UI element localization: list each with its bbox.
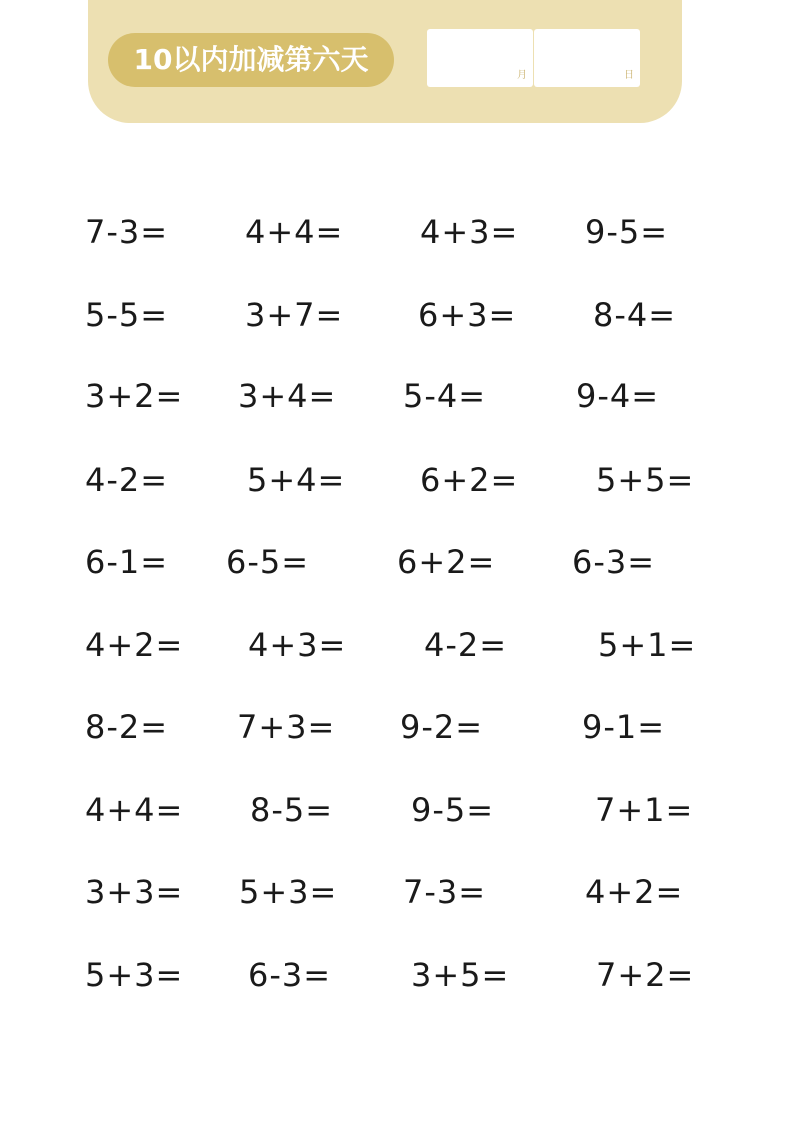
math-problem: 4+4=: [245, 213, 344, 251]
math-problem: 7+3=: [237, 708, 336, 746]
day-unit-label: 日: [624, 70, 634, 81]
math-problem: 3+5=: [411, 956, 510, 994]
math-problem: 7+1=: [595, 791, 694, 829]
math-problem: 3+3=: [85, 873, 184, 911]
math-problem: 8-2=: [85, 708, 169, 746]
math-problem: 9-1=: [582, 708, 666, 746]
math-problem: 6-3=: [572, 543, 656, 581]
math-problem: 5-5=: [85, 296, 169, 334]
math-problem: 9-4=: [576, 377, 660, 415]
math-problem: 4-2=: [85, 461, 169, 499]
math-problem: 4+2=: [85, 626, 184, 664]
worksheet-title: 10以内加减第六天: [108, 33, 394, 87]
math-problem: 4+3=: [248, 626, 347, 664]
math-problem: 4+2=: [585, 873, 684, 911]
math-problem: 6+3=: [418, 296, 517, 334]
math-problem: 6-5=: [226, 543, 310, 581]
math-problem: 4+3=: [420, 213, 519, 251]
math-problem: 3+7=: [245, 296, 344, 334]
day-field[interactable]: [534, 29, 640, 87]
math-problem: 8-5=: [250, 791, 334, 829]
header-band: [88, 0, 682, 123]
month-field[interactable]: [427, 29, 533, 87]
math-problem: 6-1=: [85, 543, 169, 581]
math-problem: 9-5=: [585, 213, 669, 251]
math-problem: 5-4=: [403, 377, 487, 415]
math-problem: 5+1=: [598, 626, 697, 664]
math-problem: 5+4=: [247, 461, 346, 499]
math-problem: 6+2=: [420, 461, 519, 499]
math-problem: 7-3=: [85, 213, 169, 251]
math-problem: 4-2=: [424, 626, 508, 664]
math-problem: 5+3=: [85, 956, 184, 994]
math-problem: 7+2=: [596, 956, 695, 994]
math-problem: 9-5=: [411, 791, 495, 829]
math-problem: 4+4=: [85, 791, 184, 829]
math-problem: 6+2=: [397, 543, 496, 581]
math-problem: 6-3=: [248, 956, 332, 994]
math-problem: 3+2=: [85, 377, 184, 415]
math-problem: 3+4=: [238, 377, 337, 415]
math-problem: 5+3=: [239, 873, 338, 911]
math-problem: 5+5=: [596, 461, 695, 499]
math-problem: 7-3=: [403, 873, 487, 911]
month-unit-label: 月: [517, 70, 527, 81]
math-problem: 9-2=: [400, 708, 484, 746]
math-problem: 8-4=: [593, 296, 677, 334]
